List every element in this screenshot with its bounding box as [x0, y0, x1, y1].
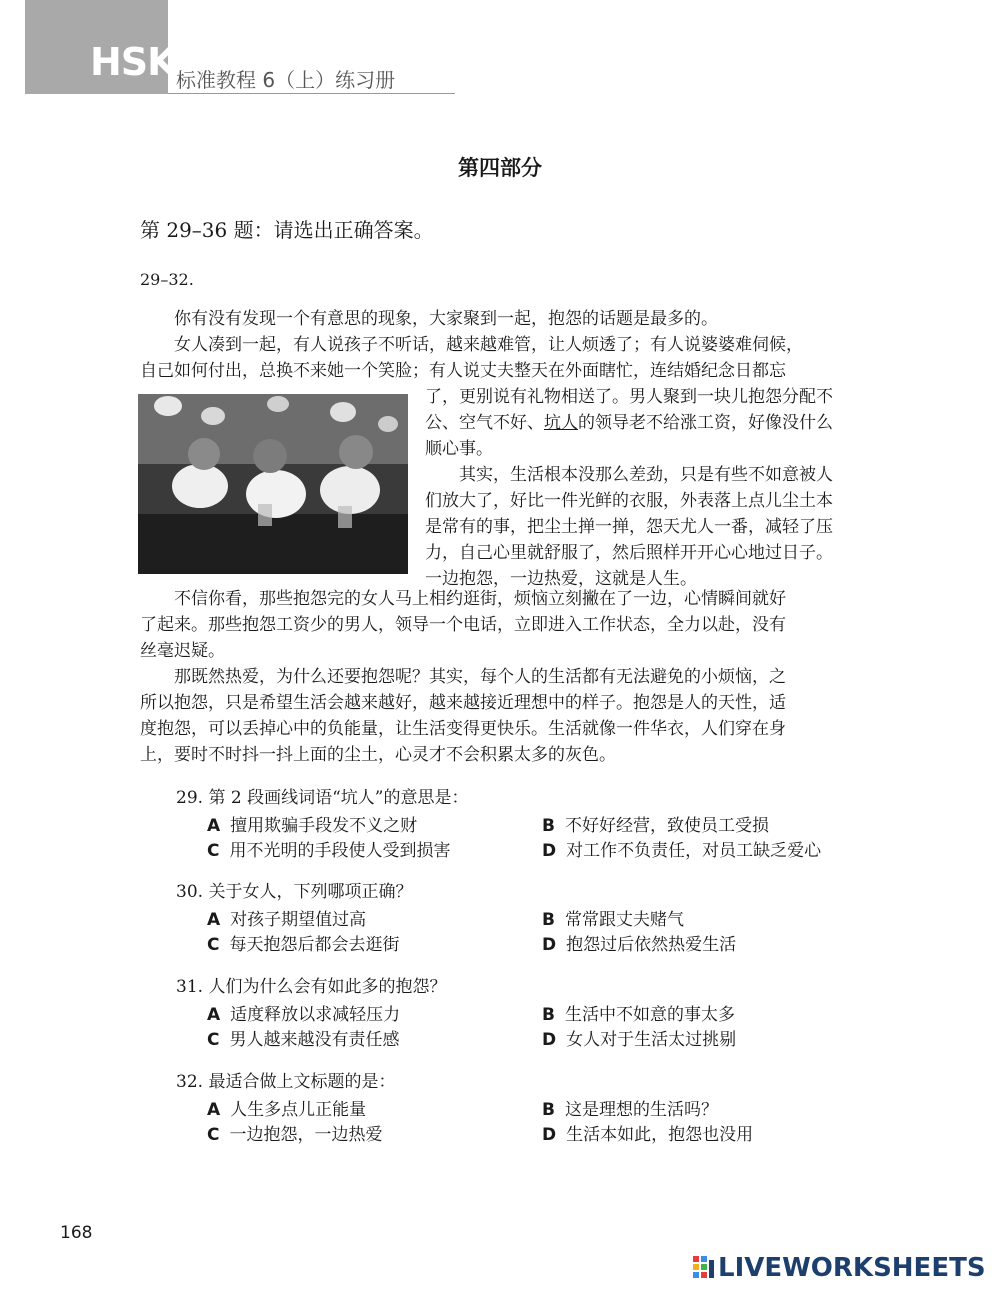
option-text: 用不光明的手段使人受到损害	[229, 841, 451, 861]
underlined-word: 坑人	[544, 413, 578, 433]
option-text: 男人越来越没有责任感	[229, 1030, 400, 1050]
men-at-bar-image	[138, 394, 408, 574]
paragraph-2-line: 自己如何付出，总换不来她一个笑脸；有人说丈夫整天在外面瞎忙，连结婚纪念日都忘	[140, 361, 786, 381]
q32-option-d[interactable]	[542, 1120, 753, 1145]
option-letter: C	[207, 935, 220, 955]
option-letter: A	[207, 1005, 221, 1025]
option-letter: C	[207, 1030, 220, 1050]
option-text: 这是理想的生活吗？	[564, 1100, 718, 1120]
hsk-logo: HSK	[90, 40, 176, 84]
paragraph-3-line: 是常有的事，把尘土掸一掸，怨天尤人一番，减轻了压	[425, 517, 833, 537]
passage-bottom	[140, 586, 888, 768]
q30-option-d[interactable]	[542, 930, 736, 955]
option-text: 常常跟丈夫赌气	[564, 910, 684, 930]
paragraph-4-line: 了起来。那些抱怨工资少的男人，领导一个电话，立即进入工作状态，全力以赴，没有	[140, 615, 786, 635]
q29-option-a[interactable]	[207, 811, 417, 836]
passage-top	[140, 306, 888, 384]
option-text: 对孩子期望值过高	[230, 910, 367, 930]
option-letter: B	[542, 1100, 555, 1120]
paragraph-1: 你有没有发现一个有意思的现象，大家聚到一起，抱怨的话题是最多的。	[174, 309, 718, 329]
option-letter: A	[207, 1100, 221, 1120]
liveworksheets-watermark: LIVEWORKSHEETS	[718, 1253, 986, 1283]
q31-option-b[interactable]	[542, 1000, 735, 1025]
q31-option-c[interactable]	[207, 1025, 399, 1050]
option-text: 生活本如此，抱怨也没用	[566, 1125, 754, 1145]
text-fragment: 公、空气不好、	[425, 413, 544, 433]
paragraph-4-line: 不信你看，那些抱怨完的女人马上相约逛街，烦恼立刻撇在了一边，心情瞬间就好	[174, 589, 786, 609]
option-text: 人生多点儿正能量	[230, 1100, 367, 1120]
paragraph-2-line	[425, 410, 888, 436]
section-title: 第四部分	[458, 155, 542, 180]
option-text: 每天抱怨后都会去逛街	[229, 935, 400, 955]
page-number: 168	[60, 1223, 93, 1243]
paragraph-2-line: 了，更别说有礼物相送了。男人聚到一块儿抱怨分配不	[425, 387, 833, 407]
q31-option-a[interactable]	[207, 1000, 400, 1025]
q30-option-a[interactable]	[207, 905, 366, 930]
paragraph-3-line: 们放大了，好比一件光鲜的衣服，外表落上点儿尘土本	[425, 491, 833, 511]
paragraph-5-line: 上，要时不时抖一抖上面的尘土，心灵才不会积累太多的灰色。	[140, 745, 616, 765]
book-title: 标准教程 6（上）练习册	[176, 68, 396, 92]
option-text: 不好好经营，致使员工受损	[564, 816, 769, 836]
paragraph-3-line: 其实，生活根本没那么差劲，只是有些不如意被人	[459, 465, 833, 485]
option-letter: D	[542, 1125, 557, 1145]
instruction: 第 29–36 题：请选出正确答案。	[140, 218, 434, 242]
option-text: 擅用欺骗手段发不义之财	[230, 816, 418, 836]
option-text: 女人对于生活太过挑剔	[566, 1030, 737, 1050]
passage-beside-photo	[425, 384, 888, 592]
q31-option-d[interactable]	[542, 1025, 736, 1050]
paragraph-4-line: 丝毫迟疑。	[140, 641, 225, 661]
option-letter: C	[207, 841, 220, 861]
q29-option-d[interactable]	[542, 836, 821, 861]
paragraph-2-line: 女人凑到一起，有人说孩子不听话，越来越难管，让人烦透了；有人说婆婆难伺候，	[174, 335, 803, 355]
option-text: 一边抱怨，一边热爱	[229, 1125, 383, 1145]
option-text: 生活中不如意的事太多	[564, 1005, 735, 1025]
option-text: 适度释放以求减轻压力	[230, 1005, 401, 1025]
passage-photo	[138, 394, 408, 574]
q29-option-c[interactable]	[207, 836, 450, 861]
question-32-stem: 32. 最适合做上文标题的是：	[176, 1072, 396, 1092]
option-letter: B	[542, 910, 555, 930]
option-letter: D	[542, 1030, 557, 1050]
option-letter: A	[207, 910, 221, 930]
paragraph-5-line: 那既然热爱，为什么还要抱怨呢？其实，每个人的生活都有无法避免的小烦恼，之	[174, 667, 786, 687]
option-text: 抱怨过后依然热爱生活	[566, 935, 737, 955]
paragraph-3-line: 力，自己心里就舒服了，然后照样开开心心地过日子。	[425, 543, 833, 563]
paragraph-5-line: 度抱怨，可以丢掉心中的负能量，让生活变得更快乐。生活就像一件华衣，人们穿在身	[140, 719, 786, 739]
option-letter: C	[207, 1125, 220, 1145]
option-letter: B	[542, 1005, 555, 1025]
q32-option-c[interactable]	[207, 1120, 382, 1145]
option-letter: A	[207, 816, 221, 836]
q30-option-c[interactable]	[207, 930, 399, 955]
question-31-stem: 31. 人们为什么会有如此多的抱怨？	[176, 977, 447, 997]
paragraph-2-line: 顺心事。	[425, 439, 493, 459]
paragraph-3-line: 一边抱怨，一边热爱，这就是人生。	[425, 569, 697, 589]
question-29-stem: 29. 第 2 段画线词语“坑人”的意思是：	[176, 788, 469, 808]
option-letter: D	[542, 935, 557, 955]
q29-option-b[interactable]	[542, 811, 769, 836]
question-30-stem: 30. 关于女人，下列哪项正确？	[176, 882, 413, 902]
question-range: 29–32.	[140, 270, 194, 289]
q32-option-b[interactable]	[542, 1095, 718, 1120]
text-fragment: 的领导老不给涨工资，好像没什么	[578, 413, 833, 433]
q30-option-b[interactable]	[542, 905, 684, 930]
option-text: 对工作不负责任，对员工缺乏爱心	[566, 841, 822, 861]
option-letter: B	[542, 816, 555, 836]
option-letter: D	[542, 841, 557, 861]
q32-option-a[interactable]	[207, 1095, 366, 1120]
header-divider	[168, 93, 455, 94]
liveworksheets-logo-icon	[693, 1256, 715, 1280]
paragraph-5-line: 所以抱怨，只是希望生活会越来越好，越来越接近理想中的样子。抱怨是人的天性，适	[140, 693, 786, 713]
